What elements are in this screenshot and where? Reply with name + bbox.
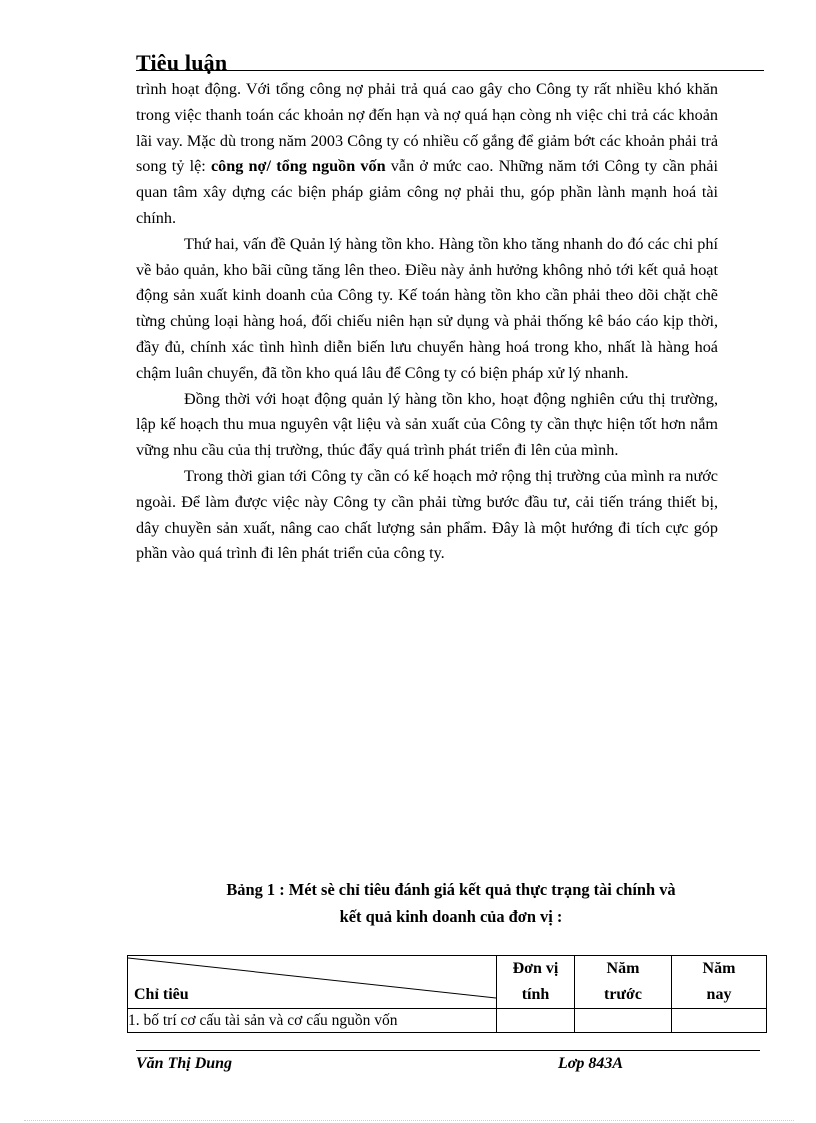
header-curr-line2: nay	[706, 986, 732, 1003]
header-prev-line2: trước	[604, 986, 642, 1003]
header-prev-year-cell	[575, 956, 672, 1009]
row-prev-cell	[575, 1009, 672, 1033]
row-unit-cell	[497, 1009, 575, 1033]
footer-author: Văn Thị Dung	[136, 1055, 233, 1072]
header-indicator-cell	[128, 956, 497, 1009]
header-curr-year-cell	[672, 956, 767, 1009]
header-divider	[136, 70, 764, 71]
row-label: 1. bố trí cơ cấu tài sản và cơ cấu nguồn vốn	[128, 1009, 497, 1033]
table-caption	[136, 876, 766, 930]
paragraph-inventory: Thứ hai, vấn đề Quản lý hàng tồn kho. Hàng tồn kho tăng nhanh do đó các chi phí về bảo quản, kho bãi cũng tăng lên theo. Điều này ảnh hưởng không nhỏ tới kết quả hoạt động sản xuất kinh doanh của Công ty. Kế toán hàng tồn kho cần phải theo dõi chặt chẽ từng chủng loại hàng hoá, đối chiếu niên hạn sử dụng và phải thống kê báo cáo kịp thời, đầy đủ, chính xác tình hình diễn biến lưu chuyển hàng hoá trong kho, nhất là hàng hoá chậm luân chuyển, đã tồn kho quá lâu để Công ty có biện pháp xử lý nhanh.	[136, 234, 718, 382]
header-unit-line2: tính	[521, 986, 550, 1003]
table-row	[128, 1009, 767, 1033]
header-curr-line1: Năm	[702, 960, 736, 977]
paragraph-expansion: Trong thời gian tới Công ty cần có kế hoạch mở rộng thị trường của mình ra nước ngoài. Để làm được việc này Công ty cần phải từng bước đầu tư, cải tiến tráng thiết bị, dây chuyền sản xuất, nâng cao chất lượng sản phẩm. Đây là một hướng đi tích cực góp phần vào quá trình đi lên phát triển của công ty.	[136, 466, 718, 563]
page-bottom-edge	[24, 1120, 794, 1121]
table-caption-line1: Bảng 1 : Mét sè chỉ tiêu đánh giá kết quả thực trạng tài chính và	[226, 880, 676, 899]
paragraph-market-research: Đồng thời với hoạt động quản lý hàng tồn kho, hoạt động nghiên cứu thị trường, lập kế hoạch thu mua nguyên vật liệu và sản xuất của Công ty cần thực hiện tốt hơn nắm vững nhu cầu của thị trường, thúc đẩy quá trình phát triển đi lên của mình.	[136, 389, 718, 460]
indicator-table	[127, 955, 767, 1033]
paragraph-debt	[136, 77, 718, 232]
footer-divider	[136, 1050, 760, 1051]
document-body	[136, 77, 718, 567]
table-header-row	[128, 956, 767, 1009]
header-indicator-label: Chỉ tiêu	[134, 986, 189, 1003]
header-unit-line1: Đơn vị	[512, 960, 559, 977]
paragraph-debt-text-a: trình hoạt động. Với tổng công nợ phải trả quá cao gây cho Công ty rất nhiều khó khăn trong việc thanh toán các khoản nợ đến hạn và nợ quá hạn còng nh việc chi trả các khoản lãi vay. Mặc dù trong năm 2003 Công ty có nhiều cố gắng để giảm bớt các khoản phải trả song tỷ lệ:	[136, 80, 718, 176]
page-header-title: Tiêu luận	[136, 50, 228, 75]
footer-class: Lơp 843A	[558, 1055, 624, 1072]
header-prev-line1: Năm	[606, 960, 640, 977]
table-caption-line2: kết quả kinh doanh của đơn vị :	[339, 907, 563, 926]
header-unit-cell	[497, 956, 575, 1009]
paragraph-debt-bold: công nợ/ tổng nguồn vốn	[210, 157, 386, 176]
row-curr-cell	[672, 1009, 767, 1033]
paragraph-debt-text-b: vẫn ở mức cao. Những năm tới Công ty cần phải quan tâm xây dựng các biện pháp giảm công nợ phải thu, góp phần lành mạnh hoá tài chính.	[136, 157, 718, 227]
